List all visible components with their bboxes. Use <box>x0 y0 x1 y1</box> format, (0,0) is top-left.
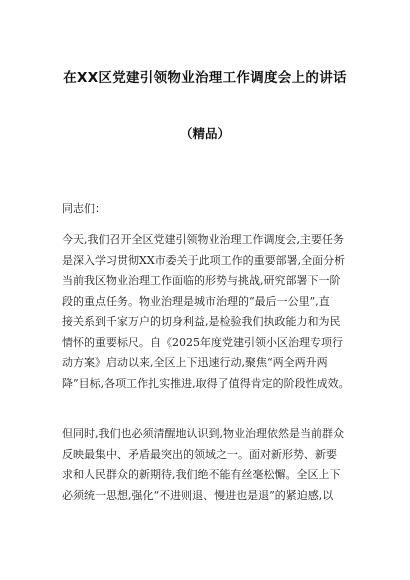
document-title: 在XX区党建引领物业治理工作调度会上的讲话 <box>63 70 347 86</box>
paragraph-1 <box>62 230 350 394</box>
paragraph-line: 必须统一思想,强化“不进则退、慢进也是退”的紧迫感,以 <box>62 488 334 502</box>
paragraph-line: 今天,我们召开全区党建引领物业治理工作调度会,主要任务 <box>62 233 344 246</box>
paragraph-line: 情怀的重要标尺。自《2025年度党建引领小区治理专项行 <box>62 335 343 349</box>
document-subtitle: （精品） <box>179 126 230 141</box>
paragraph-line: 接关系到千家万户的切身利益,是检验我们执政能力和为民 <box>62 315 341 328</box>
paragraph-line: 是深入学习贯彻XX市委关于此项工作的重要部署,全面分析 <box>62 253 346 267</box>
paragraph-line: 反映最集中、矛盾最突出的领域之一。面对新形势、新要 <box>62 447 337 461</box>
paragraph-line: 当前我区物业治理工作面临的形势与挑战,研究部署下一阶 <box>62 274 341 287</box>
paragraph-line: 但同时,我们也必须清醒地认识到,物业治理依然是当前群众 <box>62 427 344 440</box>
paragraph-line: 动方案》启动以来,全区上下迅速行动,聚焦“两全两升两 <box>62 356 328 369</box>
greeting: 同志们： <box>62 202 106 215</box>
paragraph-line: 降”目标,各项工作扎实推进,取得了值得肯定的阶段性成效。 <box>62 376 350 390</box>
paragraph-2 <box>62 424 350 506</box>
paragraph-line: 求和人民群众的新期待,我们绝不能有丝毫松懈。全区上下 <box>62 468 341 481</box>
paragraph-line: 段的重点任务。物业治理是城市治理的“最后一公里”,直 <box>62 294 330 308</box>
